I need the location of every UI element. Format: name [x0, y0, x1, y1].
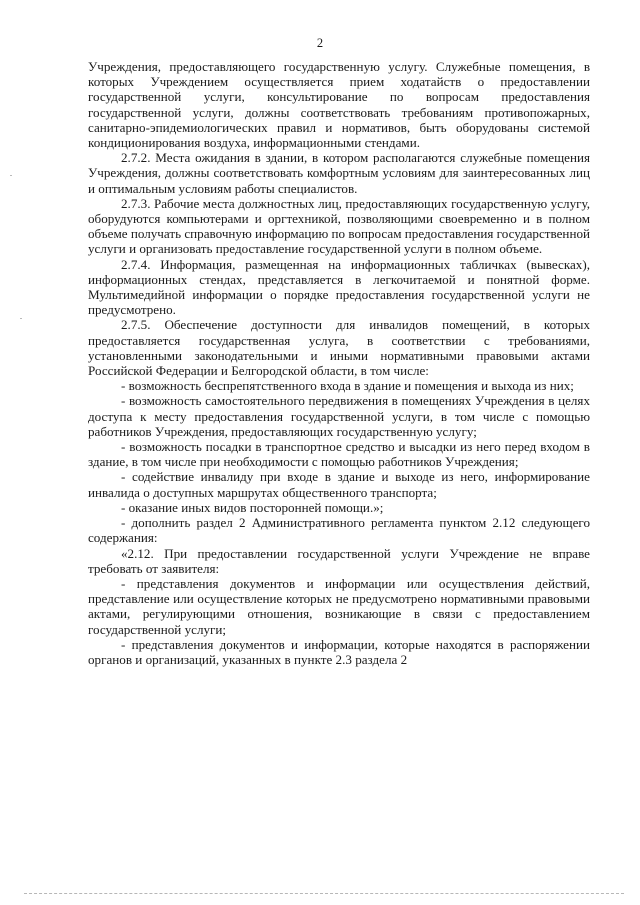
scan-speck — [20, 318, 22, 319]
page-number: 2 — [316, 36, 324, 50]
list-item-other-help: - оказание иных видов посторонней помощи.»; — [121, 499, 384, 515]
list-item-vehicle-boarding: - возможность посадки в транспортное средство и высадки из него перед входом в здание, в том числе при необходимости с помощью работников Учреждения; — [88, 439, 590, 470]
list-item-documents-actions: - представления документов и информации или осуществления действий, представление или осуществление которых не предусмотрено нормативными правовыми актами, регулирующими отношения, возникающие в связи с предоставлением государственной услуги; — [88, 575, 590, 637]
page-bottom-scan-line — [24, 893, 624, 894]
paragraph-2-7-3: 2.7.3. Рабочие места должностных лиц, предоставляющих государственную услугу, оборудуются компьютерами и оргтехникой, позволяющими своевременно и в полном объеме получать справочную информацию по вопросам предоставления государственной услуги и организовать предоставление государственной услуги в полном объеме. — [88, 195, 590, 257]
list-item-documents-in-possession: - представления документов и информации, которые находятся в распоряжении органов и организаций, указанных в пункте 2.3 раздела 2 — [88, 636, 590, 667]
list-item-assistance: - содействие инвалиду при входе в здание и выходе из него, информирование инвалида о доступных маршрутах общественного транспорта; — [88, 469, 590, 500]
paragraph-amend-section-2: - дополнить раздел 2 Административного регламента пунктом 2.12 следующего содержания: — [88, 515, 590, 546]
list-item-independent-movement: - возможность самостоятельного передвижения в помещениях Учреждения в целях доступа к месту предоставления государственной услуги, в том числе с помощью работников Учреждения, предоставляющих государственную услугу; — [88, 393, 590, 439]
scan-speck — [10, 175, 12, 176]
paragraph-2-7-5: 2.7.5. Обеспечение доступности для инвалидов помещений, в которых предоставляется государственная услуга, в соответствии с требованиями, установленными законодательными и иными нормативными правовыми актами Российской Федерации и Белгородской области, в том числе: — [88, 317, 590, 379]
list-item-free-entry: - возможность беспрепятственного входа в здание и помещения и выхода из них; — [121, 378, 574, 394]
document-body — [88, 59, 590, 667]
paragraph-2-7-4: 2.7.4. Информация, размещенная на информационных табличках (вывесках), информационных стендах, представляется в легкочитаемой и понятной форме. Мультимедийной информации о порядке предоставления государственной услуги не предусмотрено. — [88, 256, 590, 318]
paragraph-service-premises: Учреждения, предоставляющего государственную услугу. Служебные помещения, в которых Учреждением осуществляется прием ходатайств о предоставлении государственной услуги, консультирование по вопросам предоставления государственной услуги, должны соответствовать требованиям противопожарных, санитарно-эпидемиологических правил и нормативов, быть оборудованы системой кондиционирования воздуха, информационными стендами. — [88, 59, 590, 151]
paragraph-2-12: «2.12. При предоставлении государственной услуги Учреждение не вправе требовать от заявителя: — [88, 545, 590, 576]
paragraph-2-7-2: 2.7.2. Места ожидания в здании, в котором располагаются служебные помещения Учреждения, должны соответствовать комфортным условиям для заинтересованных лиц и оптимальным условиям работы специалистов. — [88, 150, 590, 196]
